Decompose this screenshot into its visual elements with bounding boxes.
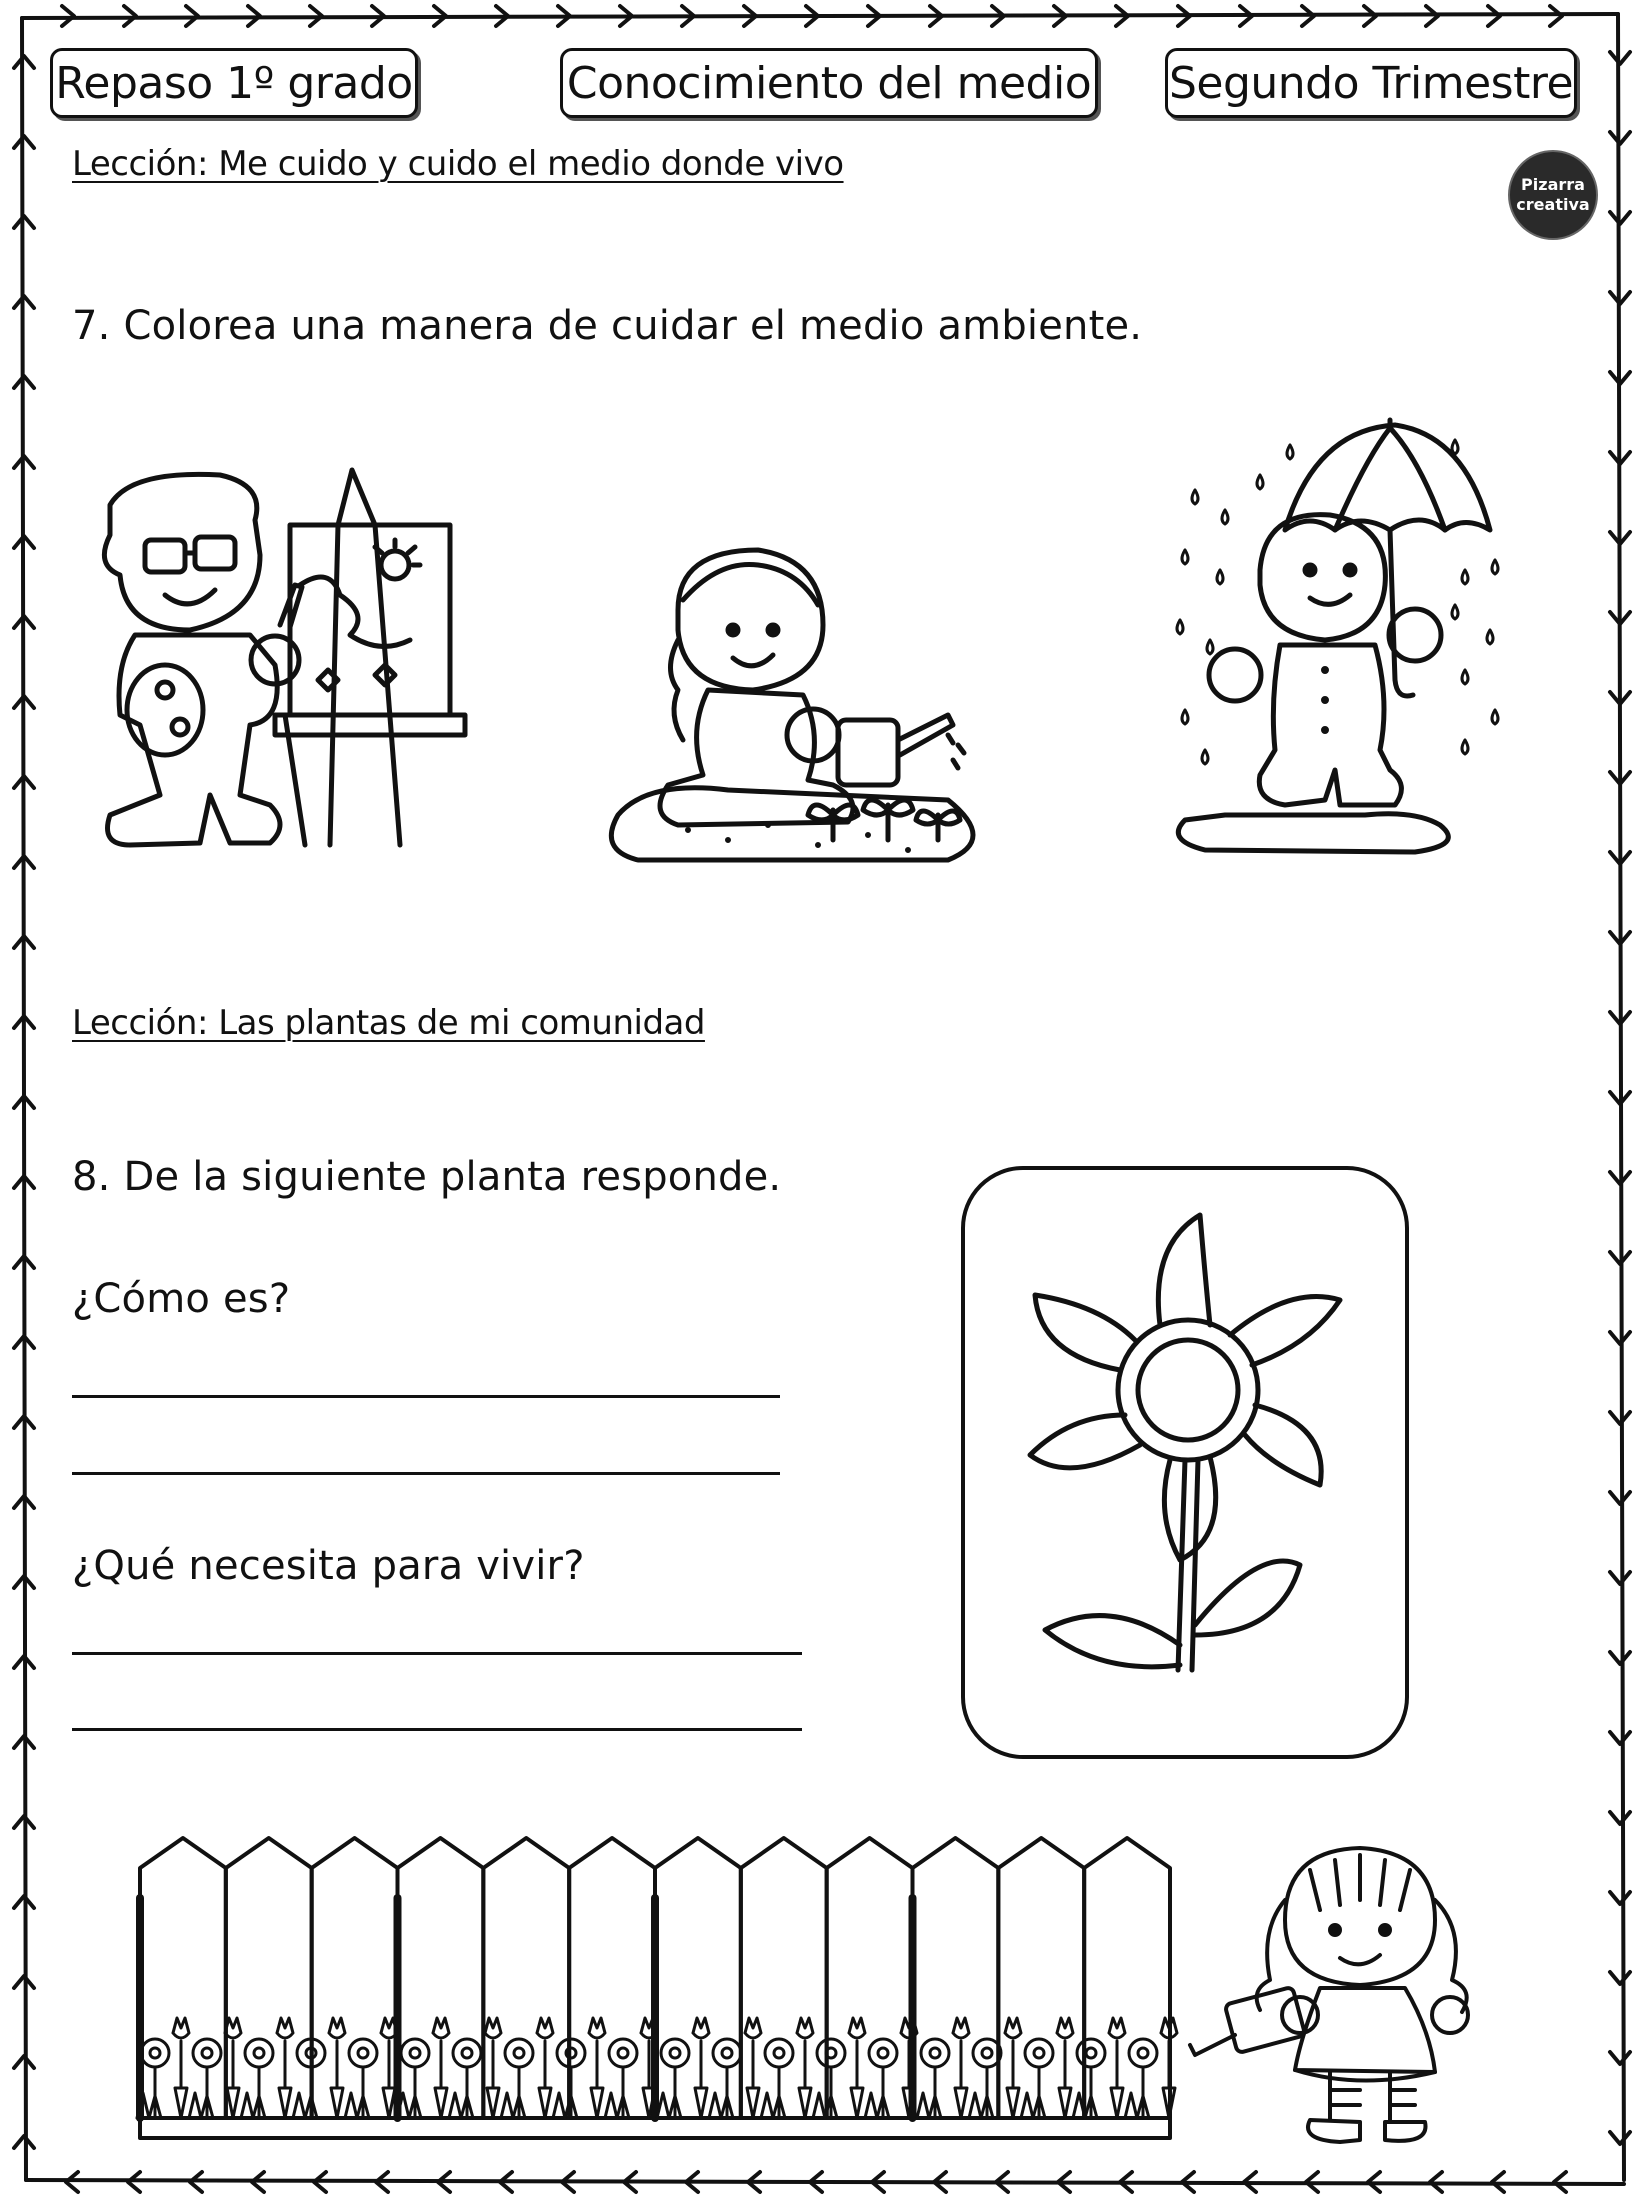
- subject-label: Conocimiento del medio: [560, 48, 1098, 118]
- pizarra-creativa-logo: [1508, 150, 1598, 240]
- lesson-2-title: Lección: Las plantas de mi comunidad: [72, 1003, 705, 1043]
- prompt-que-necesita: ¿Qué necesita para vivir?: [72, 1543, 585, 1589]
- answer-line-3[interactable]: [72, 1652, 802, 1655]
- question-7: 7. Colorea una manera de cuidar el medio ambiente.: [72, 303, 1143, 349]
- child-umbrella-rain-illustration: [1165, 420, 1505, 870]
- lesson-1-title: Lección: Me cuido y cuido el medio donde vivo: [72, 144, 844, 184]
- term-label: Segundo Trimestre: [1165, 48, 1577, 118]
- grade-label: Repaso 1º grado: [50, 48, 418, 118]
- question-8: 8. De la siguiente planta responde.: [72, 1154, 782, 1200]
- answer-line-1[interactable]: [72, 1395, 780, 1398]
- answer-line-2[interactable]: [72, 1472, 780, 1475]
- girl-watering-can-illustration: [1190, 1840, 1520, 2150]
- prompt-como-es: ¿Cómo es?: [72, 1276, 291, 1322]
- fence-with-flowers-illustration: [140, 1838, 1180, 2148]
- flower-illustration: [960, 1165, 1410, 1760]
- girl-watering-plants-illustration: [608, 540, 988, 870]
- logo-line-1: Pizarra: [1521, 175, 1585, 194]
- boy-painting-easel-illustration: [90, 465, 480, 855]
- logo-line-2: creativa: [1516, 195, 1590, 214]
- answer-line-4[interactable]: [72, 1728, 802, 1731]
